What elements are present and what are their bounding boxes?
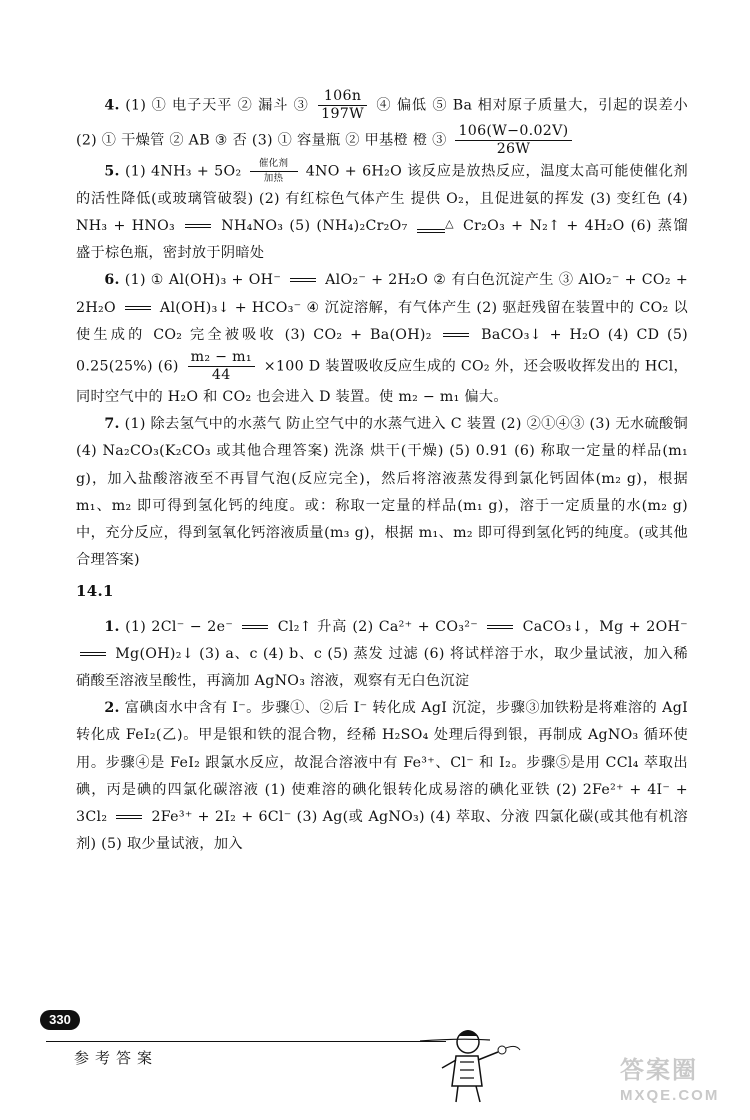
answer-item-6: 6. (1) ① Al(OH)₃ + OH⁻ AlO₂⁻ + 2H₂O ② 有白色沉淀产生 ③ AlO₂⁻ + CO₂ + 2H₂O Al(OH)₃↓ + HCO₃⁻ ④ 沉淀溶解，有气体产生 (2) 驱赶残留在装置中的 CO₂ 以使生成的 CO₂ 完全被吸收 (3) CO₂ + Ba(OH)₂ BaCO₃↓ + H₂O (4) CD (5) 0.25(25%) (6) $\frac{\text{m₂ − m₁}}{44}$ ×100 D 装置吸收反应生成的 CO₂ 外，还会吸收挥发出的 HCl，同时空气中的 H₂O 和 CO₂ 也会进入 D 装置。使 m₂ − m₁ 偏大。 bbox=[76, 272, 689, 405]
item-number: 6. bbox=[104, 272, 120, 289]
page-footer bbox=[40, 1010, 720, 1118]
equals-sign bbox=[185, 224, 211, 228]
equals-sign bbox=[290, 278, 316, 282]
item-number: 4. bbox=[104, 97, 120, 114]
footer-label: 参考答案 bbox=[74, 1049, 159, 1067]
item-number: 1. bbox=[104, 618, 120, 635]
equals-sign bbox=[242, 625, 268, 629]
answer-item-14-1-1: 1. (1) 2Cl⁻ − 2e⁻ Cl₂↑ 升高 (2) Ca²⁺ + CO₃²⁻ CaCO₃↓，Mg + 2OH⁻ Mg(OH)₂↓ (3) a、c (4) b、c (5) 蒸发 过滤 (6) 将试样溶于水，取少量试液，加入稀硝酸至溶液呈酸性，再滴加 AgNO₃ 溶液，观察有无白色沉淀 bbox=[76, 618, 688, 689]
equals-sign bbox=[487, 625, 513, 629]
item-number: 2. bbox=[104, 700, 120, 717]
fraction: $\frac{106n}{197W}$ bbox=[318, 88, 367, 123]
footer-divider bbox=[46, 1041, 446, 1042]
answer-content bbox=[76, 88, 688, 858]
fraction: $\frac{\text{m₂ − m₁}}{44}$ bbox=[188, 349, 255, 384]
item-number: 5. bbox=[104, 163, 120, 180]
equals-sign bbox=[116, 815, 142, 819]
equals-sign bbox=[443, 333, 469, 337]
answer-item-7: 7. (1) 除去氢气中的水蒸气 防止空气中的水蒸气进入 C 装置 (2) ②①④③ (3) 无水硫酸铜 (4) Na₂CO₃(K₂CO₃ 或其他合理答案) 洗涤 烘干(干燥) (5) 0.91 (6) 称取一定量的样品(m₁ g)，加入盐酸溶液至不再冒气泡(反应完全)，然后将溶液蒸发得到氯化钙固体(m₂ g)，根据 m₁、m₂ 即可得到氢化钙的纯度。或：称取一定量的样品(m₁ g)，溶于一定质量的水(m₂ g)中，充分反应，得到氢氧化钙溶液质量(m₃ g)，根据 m₁、m₂ 即可得到氢化钙的纯度。(或其他合理答案) bbox=[76, 416, 688, 569]
answer-item-4: 4. (1) ① 电子天平 ② 漏斗 ③ $\frac{106n}{197W}$ ④ 偏低 ⑤ Ba 相对原子质量大，引起的误差小 (2) ① 干燥管 ② AB ③ 否 (3) ① 容量瓶 ② 甲基橙 橙 ③ $\frac{106(W-0.02V)}{26W}$ bbox=[76, 88, 689, 157]
answer-item-14-1-2: 2. 富碘卤水中含有 I⁻。步骤①、②后 I⁻ 转化成 AgI 沉淀，步骤③加铁粉是将难溶的 AgI 转化成 FeI₂(乙)。甲是银和铁的混合物，经稀 H₂SO₄ 处理后得到银，再制成 AgNO₃ 循环使用。步骤④是 FeI₂ 跟氯水反应，故混合溶液中有 Fe³⁺、Cl⁻ 和 I₂。步骤⑤是用 CCl₄ 萃取出碘，丙是碘的四氯化碳溶液 (1) 使难溶的碘化银转化成易溶的碘化亚铁 (2) 2Fe²⁺ + 4I⁻ + 3Cl₂ 2Fe³⁺ + 2I₂ + 6Cl⁻ (3) Ag(或 AgNO₃) (4) 萃取、分液 四氯化碳(或其他有机溶剂) (5) 取少量试液，加入 bbox=[76, 700, 689, 853]
mascot-illustration-icon bbox=[420, 1010, 530, 1105]
item-number: 7. bbox=[104, 416, 120, 433]
watermark: 答案圈 MXQE.COM bbox=[620, 1057, 720, 1104]
reaction-condition: 催化剂 加热 bbox=[250, 158, 298, 185]
page-number: 330 bbox=[40, 1010, 80, 1030]
fraction: $\frac{106(W-0.02V)}{26W}$ bbox=[455, 123, 571, 158]
equals-sign bbox=[125, 306, 151, 310]
answer-item-5: 5. (1) 4NH₃ + 5O₂ 催化剂 加热 4NO + 6H₂O 该反应是放热反应，温度太高可能使催化剂的活性降低(或玻璃管破裂) (2) 有红棕色气体产生 提供 O₂，且促进氨的挥发 (3) 变红色 (4) NH₃ + HNO₃ NH₄NO₃ (5) (NH₄)₂Cr₂O₇ △ Cr₂O₃ + N₂↑ + 4H₂O (6) 蒸馏 盛于棕色瓶，密封放于阴暗处 bbox=[76, 158, 689, 262]
equals-sign bbox=[80, 652, 106, 656]
section-heading: 14.1 bbox=[76, 582, 114, 601]
heat-condition: △ bbox=[417, 218, 454, 233]
